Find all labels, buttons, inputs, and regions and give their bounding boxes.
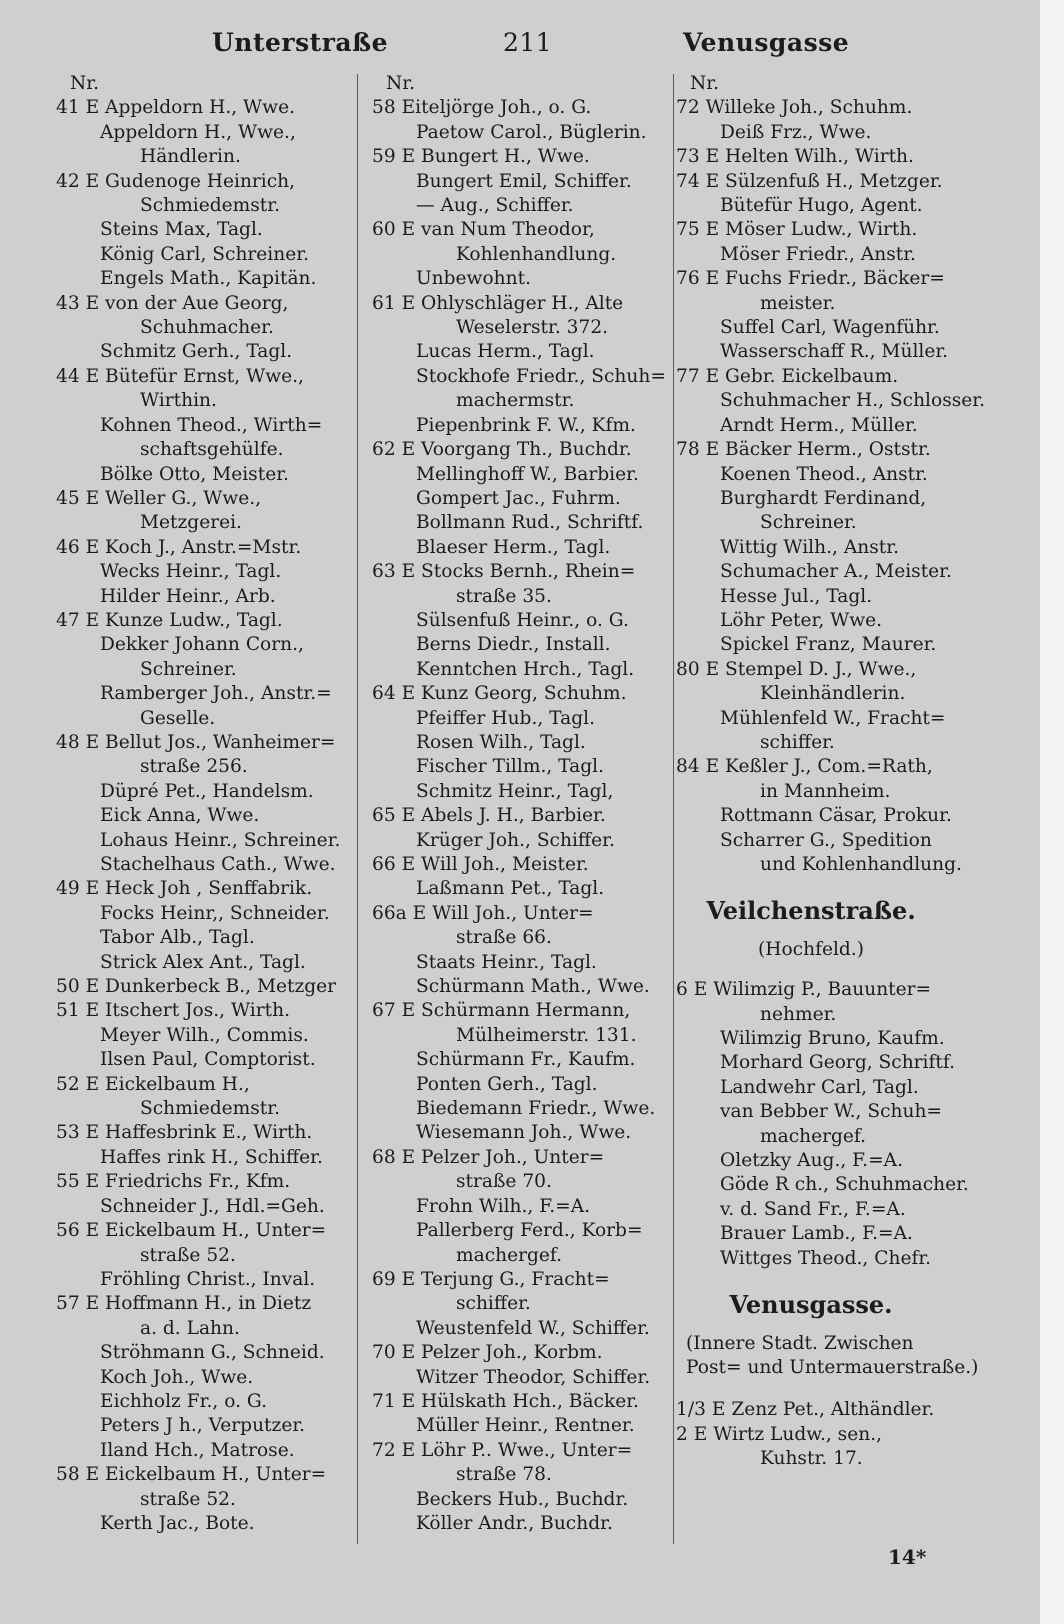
directory-entry: 2 E Wirtz Ludw., sen., xyxy=(676,1423,883,1445)
directory-entry: 42 E Gudenoge Heinrich, xyxy=(56,170,296,192)
directory-entry: Lohaus Heinr., Schreiner. xyxy=(100,829,341,851)
column-divider xyxy=(673,74,674,1544)
directory-entry: 55 E Friedrichs Fr., Kfm. xyxy=(56,1171,291,1193)
directory-entry: Peters J h., Verputzer. xyxy=(100,1415,306,1437)
directory-entry: Rosen Wilh., Tagl. xyxy=(416,731,586,753)
page-number: 211 xyxy=(503,28,553,57)
column-heading: Nr. xyxy=(690,73,720,94)
directory-entry: Pfeiffer Hub., Tagl. xyxy=(416,707,595,729)
directory-entry: Eichholz Fr., o. G. xyxy=(100,1390,267,1412)
column-heading: Nr. xyxy=(70,73,100,94)
directory-entry: Mühlenfeld W., Fracht= xyxy=(720,707,946,729)
directory-entry: Schmitz Gerh., Tagl. xyxy=(100,341,293,363)
directory-entry: in Mannheim. xyxy=(760,780,891,802)
running-head-right: Venusgasse xyxy=(683,28,850,57)
directory-entry: Pallerberg Ferd., Korb= xyxy=(416,1220,643,1242)
directory-entry: Dekker Johann Corn., xyxy=(100,634,304,656)
directory-entry: Piepenbrink F. W., Kfm. xyxy=(416,414,636,436)
directory-entry: 41 E Appeldorn H., Wwe. xyxy=(56,97,295,119)
directory-entry: Witzer Theodor, Schiffer. xyxy=(416,1366,651,1388)
directory-entry: 53 E Haffesbrink E., Wirth. xyxy=(56,1122,313,1144)
directory-entry: 47 E Kunze Ludw., Tagl. xyxy=(56,609,283,631)
directory-entry: 75 E Möser Ludw., Wirth. xyxy=(676,219,918,241)
directory-entry: Wirthin. xyxy=(140,390,217,412)
directory-entry: 70 E Pelzer Joh., Korbm. xyxy=(372,1342,603,1364)
directory-entry: schaftsgehülfe. xyxy=(140,439,284,461)
directory-entry: 76 E Fuchs Friedr., Bäcker= xyxy=(676,268,945,290)
directory-entry: Schürmann Math., Wwe. xyxy=(416,976,650,998)
directory-entry: Ponten Gerh., Tagl. xyxy=(416,1073,598,1095)
directory-entry: straße 70. xyxy=(456,1171,552,1193)
directory-entry: machergef. xyxy=(760,1125,867,1147)
directory-entry: Morhard Georg, Schriftf. xyxy=(720,1052,955,1074)
directory-entry: 71 E Hülskath Hch., Bäcker. xyxy=(372,1390,639,1412)
directory-entry: Krüger Joh., Schiffer. xyxy=(416,829,615,851)
directory-entry: Ramberger Joh., Anstr.= xyxy=(100,683,332,705)
directory-entry: Koenen Theod., Anstr. xyxy=(720,463,928,485)
directory-entry: Rottmann Cäsar, Prokur. xyxy=(720,805,952,827)
directory-entry: 56 E Eickelbaum H., Unter= xyxy=(56,1220,327,1242)
directory-entry: meister. xyxy=(760,292,836,314)
directory-entry: 73 E Helten Wilh., Wirth. xyxy=(676,146,914,168)
directory-entry: Händlerin. xyxy=(140,146,241,168)
directory-entry: straße 256. xyxy=(140,756,248,778)
directory-entry: Kerth Jac., Bote. xyxy=(100,1512,255,1534)
directory-entry: Möser Friedr., Anstr. xyxy=(720,243,916,265)
directory-entry: Wittges Theod., Chefr. xyxy=(720,1247,932,1269)
directory-entry: Metzgerei. xyxy=(140,512,242,534)
directory-entry: 66 E Will Joh., Meister. xyxy=(372,854,589,875)
directory-entry: Iland Hch., Matrose. xyxy=(100,1439,295,1461)
directory-entry: 45 E Weller G., Wwe., xyxy=(56,487,262,509)
directory-entry: Wasserschaff R., Müller. xyxy=(720,341,949,363)
directory-entry: 57 E Hoffmann H., in Dietz xyxy=(56,1293,312,1315)
column-right xyxy=(676,72,986,1472)
directory-entry: Kleinhändlerin. xyxy=(760,683,906,705)
directory-entry: Burghardt Ferdinand, xyxy=(720,487,927,509)
directory-entry: Ströhmann G., Schneid. xyxy=(100,1342,325,1364)
directory-entry: Koch Joh., Wwe. xyxy=(100,1366,254,1388)
running-head-left: Unterstraße xyxy=(212,28,388,57)
directory-entry: Hesse Jul., Tagl. xyxy=(720,585,873,607)
directory-entry: Unbewohnt. xyxy=(416,268,531,290)
directory-entry: Schreiner. xyxy=(140,658,237,680)
directory-entry: Weustenfeld W., Schiffer. xyxy=(416,1317,650,1339)
column-heading: Nr. xyxy=(386,73,416,94)
directory-entry: Kohnen Theod., Wirth= xyxy=(100,414,323,436)
directory-entry: Weselerstr. 372. xyxy=(456,317,609,339)
directory-entry: 84 E Keßler J., Com.=Rath, xyxy=(676,756,933,778)
directory-entry: machermstr. xyxy=(456,390,575,412)
directory-entry: Düpré Pet., Handelsm. xyxy=(100,780,314,802)
column-left xyxy=(56,72,366,1536)
directory-entry: Kohlenhandlung. xyxy=(456,243,617,265)
directory-entry: 72 Willeke Joh., Schuhm. xyxy=(676,97,913,119)
directory-entry: Göde R ch., Schuhmacher. xyxy=(720,1174,969,1196)
directory-entry: 44 E Bütefür Ernst, Wwe., xyxy=(56,365,304,387)
directory-entry: 78 E Bäcker Herm., Oststr. xyxy=(676,439,931,461)
directory-entry: Eick Anna, Wwe. xyxy=(100,805,260,827)
directory-entry: Kuhstr. 17. xyxy=(760,1448,863,1470)
signature-mark: 14* xyxy=(888,1545,927,1569)
directory-entry: Tabor Alb., Tagl. xyxy=(100,927,255,949)
directory-entry: Geselle. xyxy=(140,707,216,729)
directory-entry: 1/3 E Zenz Pet., Althändler. xyxy=(676,1399,935,1421)
directory-entry: 49 E Heck Joh , Senffabrik. xyxy=(56,878,313,900)
directory-entry: Scharrer G., Spedition xyxy=(720,829,932,851)
directory-entry: Schmitz Heinr., Tagl, xyxy=(416,780,614,802)
directory-entry: straße 78. xyxy=(456,1464,552,1486)
directory-entry: Schuhmacher. xyxy=(140,317,274,339)
directory-entry: Schreiner. xyxy=(760,512,857,534)
directory-entry: Schmiedemstr. xyxy=(140,1098,281,1120)
page-edge xyxy=(1040,0,1064,1624)
directory-entry: Paetow Carol., Büglerin. xyxy=(416,121,647,143)
directory-entry: Deiß Frz., Wwe. xyxy=(720,121,872,143)
section-intro: (Innere Stadt. Zwischen xyxy=(686,1332,914,1354)
directory-entry: Fröhling Christ., Inval. xyxy=(100,1268,316,1290)
directory-entry: Bollmann Rud., Schriftf. xyxy=(416,512,644,534)
directory-entry: — Aug., Schiffer. xyxy=(416,195,574,217)
directory-entry: Beckers Hub., Buchdr. xyxy=(416,1488,629,1510)
directory-entry: Stachelhaus Cath., Wwe. xyxy=(100,854,336,875)
directory-entry: schiffer. xyxy=(760,731,835,753)
directory-entry: 80 E Stempel D. J., Wwe., xyxy=(676,658,917,680)
directory-entry: Stockhofe Friedr., Schuh= xyxy=(416,365,666,387)
directory-entry: und Kohlenhandlung. xyxy=(760,854,962,875)
directory-entry: straße 52. xyxy=(140,1244,236,1266)
section-intro: Post= und Untermauerstraße.) xyxy=(686,1356,979,1378)
directory-entry: Laßmann Pet., Tagl. xyxy=(416,878,605,900)
directory-entry: Schmiedemstr. xyxy=(140,195,281,217)
directory-entry: 72 E Löhr P.. Wwe., Unter= xyxy=(372,1439,633,1461)
directory-entry: Frohn Wilh., F.=A. xyxy=(416,1195,591,1217)
section-title-veilchenstrasse: Veilchenstraße. xyxy=(706,896,916,926)
directory-entry: Blaeser Herm., Tagl. xyxy=(416,536,611,558)
directory-entry: 58 Eiteljörge Joh., o. G. xyxy=(372,97,592,119)
directory-entry: schiffer. xyxy=(456,1293,531,1315)
directory-entry: Haffes rink H., Schiffer. xyxy=(100,1146,323,1168)
directory-entry: Bütefür Hugo, Agent. xyxy=(720,195,923,217)
directory-entry: Engels Math., Kapitän. xyxy=(100,268,317,290)
section-subtitle-hochfeld: (Hochfeld.) xyxy=(758,938,864,960)
directory-entry: 52 E Eickelbaum H., xyxy=(56,1073,250,1095)
directory-entry: 48 E Bellut Jos., Wanheimer= xyxy=(56,731,336,753)
directory-entry: nehmer. xyxy=(760,1003,837,1025)
directory-entry: Hilder Heinr., Arb. xyxy=(100,585,276,607)
directory-entry: 62 E Voorgang Th., Buchdr. xyxy=(372,439,632,461)
directory-entry: Biedemann Friedr., Wwe. xyxy=(416,1098,656,1120)
directory-entry: Appeldorn H., Wwe., xyxy=(100,121,296,143)
directory-entry: machergef. xyxy=(456,1244,563,1266)
directory-entry: König Carl, Schreiner. xyxy=(100,243,309,265)
directory-entry: 60 E van Num Theodor, xyxy=(372,219,595,241)
directory-entry: Löhr Peter, Wwe. xyxy=(720,609,883,631)
spacer xyxy=(676,1380,976,1398)
column-middle xyxy=(372,72,672,1536)
directory-entry: 66a E Will Joh., Unter= xyxy=(372,902,594,924)
directory-entry: Suffel Carl, Wagenführ. xyxy=(720,317,940,339)
directory-entry: Wilimzig Bruno, Kaufm. xyxy=(720,1028,945,1050)
directory-entry: 67 E Schürmann Hermann, xyxy=(372,1000,631,1022)
directory-entry: Schuhmacher H., Schlosser. xyxy=(720,390,986,412)
directory-entry: straße 35. xyxy=(456,585,552,607)
directory-entry: Berns Diedr., Install. xyxy=(416,634,611,656)
directory-entry: Schürmann Fr., Kaufm. xyxy=(416,1049,636,1071)
directory-entry: a. d. Lahn. xyxy=(140,1317,240,1339)
directory-entry: Bölke Otto, Meister. xyxy=(100,463,289,485)
directory-entry: Köller Andr., Buchdr. xyxy=(416,1512,613,1534)
directory-entry: Brauer Lamb., F.=A. xyxy=(720,1223,913,1245)
directory-entry: 61 E Ohlyschläger H., Alte xyxy=(372,292,624,314)
directory-entry: 64 E Kunz Georg, Schuhm. xyxy=(372,683,627,705)
directory-entry: van Bebber W., Schuh= xyxy=(720,1101,942,1123)
directory-entry: v. d. Sand Fr., F.=A. xyxy=(720,1198,906,1220)
directory-entry: straße 52. xyxy=(140,1488,236,1510)
directory-entry: Gompert Jac., Fuhrm. xyxy=(416,487,621,509)
directory-entry: Schumacher A., Meister. xyxy=(720,561,952,583)
directory-entry: Arndt Herm., Müller. xyxy=(720,414,918,436)
directory-entry: 46 E Koch J., Anstr.=Mstr. xyxy=(56,536,302,558)
directory-entry: Mellinghoff W., Barbier. xyxy=(416,463,639,485)
directory-entry: 77 E Gebr. Eickelbaum. xyxy=(676,365,899,387)
directory-entry: Spickel Franz, Maurer. xyxy=(720,634,937,656)
directory-entry: 43 E von der Aue Georg, xyxy=(56,292,289,314)
directory-entry: 69 E Terjung G., Fracht= xyxy=(372,1268,610,1290)
directory-entry: Lucas Herm., Tagl. xyxy=(416,341,595,363)
directory-entry: Kenntchen Hrch., Tagl. xyxy=(416,658,635,680)
directory-entry: Schneider J., Hdl.=Geh. xyxy=(100,1195,325,1217)
directory-entry: Strick Alex Ant., Tagl. xyxy=(100,951,306,973)
directory-entry: 65 E Abels J. H., Barbier. xyxy=(372,805,606,827)
directory-entry: Focks Heinr,, Schneider. xyxy=(100,902,330,924)
directory-entry: Meyer Wilh., Commis. xyxy=(100,1024,309,1046)
directory-entry: straße 66. xyxy=(456,927,552,949)
directory-entry: 68 E Pelzer Joh., Unter= xyxy=(372,1146,605,1168)
directory-entry: 6 E Wilimzig P., Bauunter= xyxy=(676,979,932,1001)
directory-entry: Sülsenfuß Heinr., o. G. xyxy=(416,609,629,631)
directory-entry: Müller Heinr., Rentner. xyxy=(416,1415,635,1437)
directory-entry: Bungert Emil, Schiffer. xyxy=(416,170,632,192)
directory-entry: Wittig Wilh., Anstr. xyxy=(720,536,899,558)
directory-entry: Ilsen Paul, Comptorist. xyxy=(100,1049,316,1071)
directory-entry: Wecks Heinr., Tagl. xyxy=(100,561,282,583)
section-title-venusgasse: Venusgasse. xyxy=(729,1290,893,1320)
directory-entry: Staats Heinr., Tagl. xyxy=(416,951,597,973)
directory-entry: Steins Max, Tagl. xyxy=(100,219,263,241)
directory-entry: Oletzky Aug., F.=A. xyxy=(720,1150,904,1172)
directory-entry: 74 E Sülzenfuß H., Metzger. xyxy=(676,170,943,192)
directory-entry: 59 E Bungert H., Wwe. xyxy=(372,146,590,168)
directory-entry: 50 E Dunkerbeck B., Metzger xyxy=(56,976,337,998)
directory-entry: Fischer Tillm., Tagl. xyxy=(416,756,604,778)
directory-entry: Landwehr Carl, Tagl. xyxy=(720,1076,919,1098)
directory-entry: 51 E Itschert Jos., Wirth. xyxy=(56,1000,290,1022)
directory-entry: 63 E Stocks Bernh., Rhein= xyxy=(372,561,636,583)
directory-entry: Mülheimerstr. 131. xyxy=(456,1024,637,1046)
directory-entry: 58 E Eickelbaum H., Unter= xyxy=(56,1464,327,1486)
directory-entry: Wiesemann Joh., Wwe. xyxy=(416,1122,632,1144)
